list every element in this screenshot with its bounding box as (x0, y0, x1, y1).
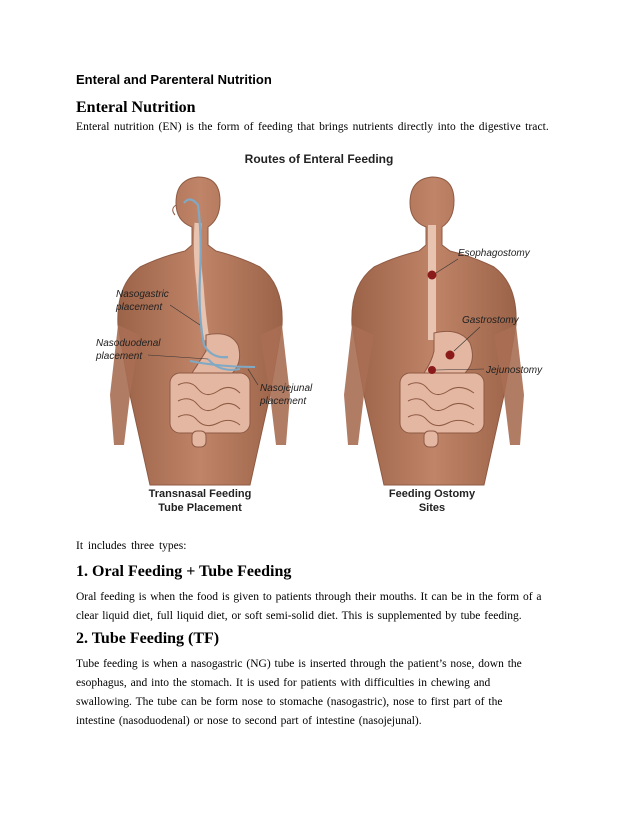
enteral-intro-paragraph: Enteral nutrition (EN) is the form of feeding that brings nutrients directly into the digestive tract. (76, 121, 549, 133)
label-jejunostomy: Jejunostomy (486, 365, 543, 376)
right-torso-figure (344, 177, 524, 485)
figure-title: Routes of Enteral Feeding (244, 152, 394, 166)
enteral-feeding-figure (80, 145, 558, 525)
enteral-heading: Enteral Nutrition (76, 99, 196, 116)
left-caption-line1: Transnasal Feeding (148, 488, 252, 500)
tube-line-4: intestine (nasoduodenal) or nose to second part of intestine (nasojejunal). (76, 715, 422, 727)
label-nasojejunal-2: placement (260, 396, 307, 407)
label-nasogastric: Nasogastric (116, 289, 169, 300)
oral-feeding-heading: 1. Oral Feeding + Tube Feeding (76, 563, 292, 580)
document-title: Enteral and Parenteral Nutrition (76, 72, 272, 87)
tube-line-2: esophagus, and into the stomach. It is used for patients with difficulties in chewing and (76, 677, 491, 689)
left-caption-line2: Tube Placement (158, 502, 242, 514)
label-esophagostomy: Esophagostomy (458, 248, 530, 259)
oral-line-1: Oral feeding is when the food is given to patients through their mouths. It can be in the form of a (76, 591, 542, 603)
oral-feeding-paragraph (76, 588, 566, 626)
types-intro: It includes three types: (76, 540, 187, 552)
label-nasoduodenal-2: placement (96, 351, 143, 362)
oral-line-2: clear liquid diet, full liquid diet, or soft semi-solid diet. This is supplemented by tube feeding. (76, 610, 522, 622)
label-gastrostomy: Gastrostomy (462, 315, 519, 326)
label-nasogastric-2: placement (116, 302, 163, 313)
esophagostomy-site (428, 271, 437, 280)
left-torso-figure (110, 177, 290, 485)
jejunostomy-site (428, 366, 436, 374)
tube-line-1: Tube feeding is when a nasogastric (NG) tube is inserted through the patient’s nose, down the (76, 658, 522, 670)
label-nasoduodenal: Nasoduodenal (96, 338, 161, 349)
tube-feeding-heading: 2. Tube Feeding (TF) (76, 630, 220, 647)
gastrostomy-site (446, 351, 455, 360)
tube-line-3: swallowing. The tube can be form nose to stomache (nasogastric), nose to first part of the (76, 696, 503, 708)
right-caption-line2: Sites (418, 502, 446, 514)
right-caption-line1: Feeding Ostomy (388, 488, 476, 500)
tube-feeding-paragraph (76, 655, 551, 731)
label-nasojejunal: Nasojejunal (260, 383, 313, 394)
